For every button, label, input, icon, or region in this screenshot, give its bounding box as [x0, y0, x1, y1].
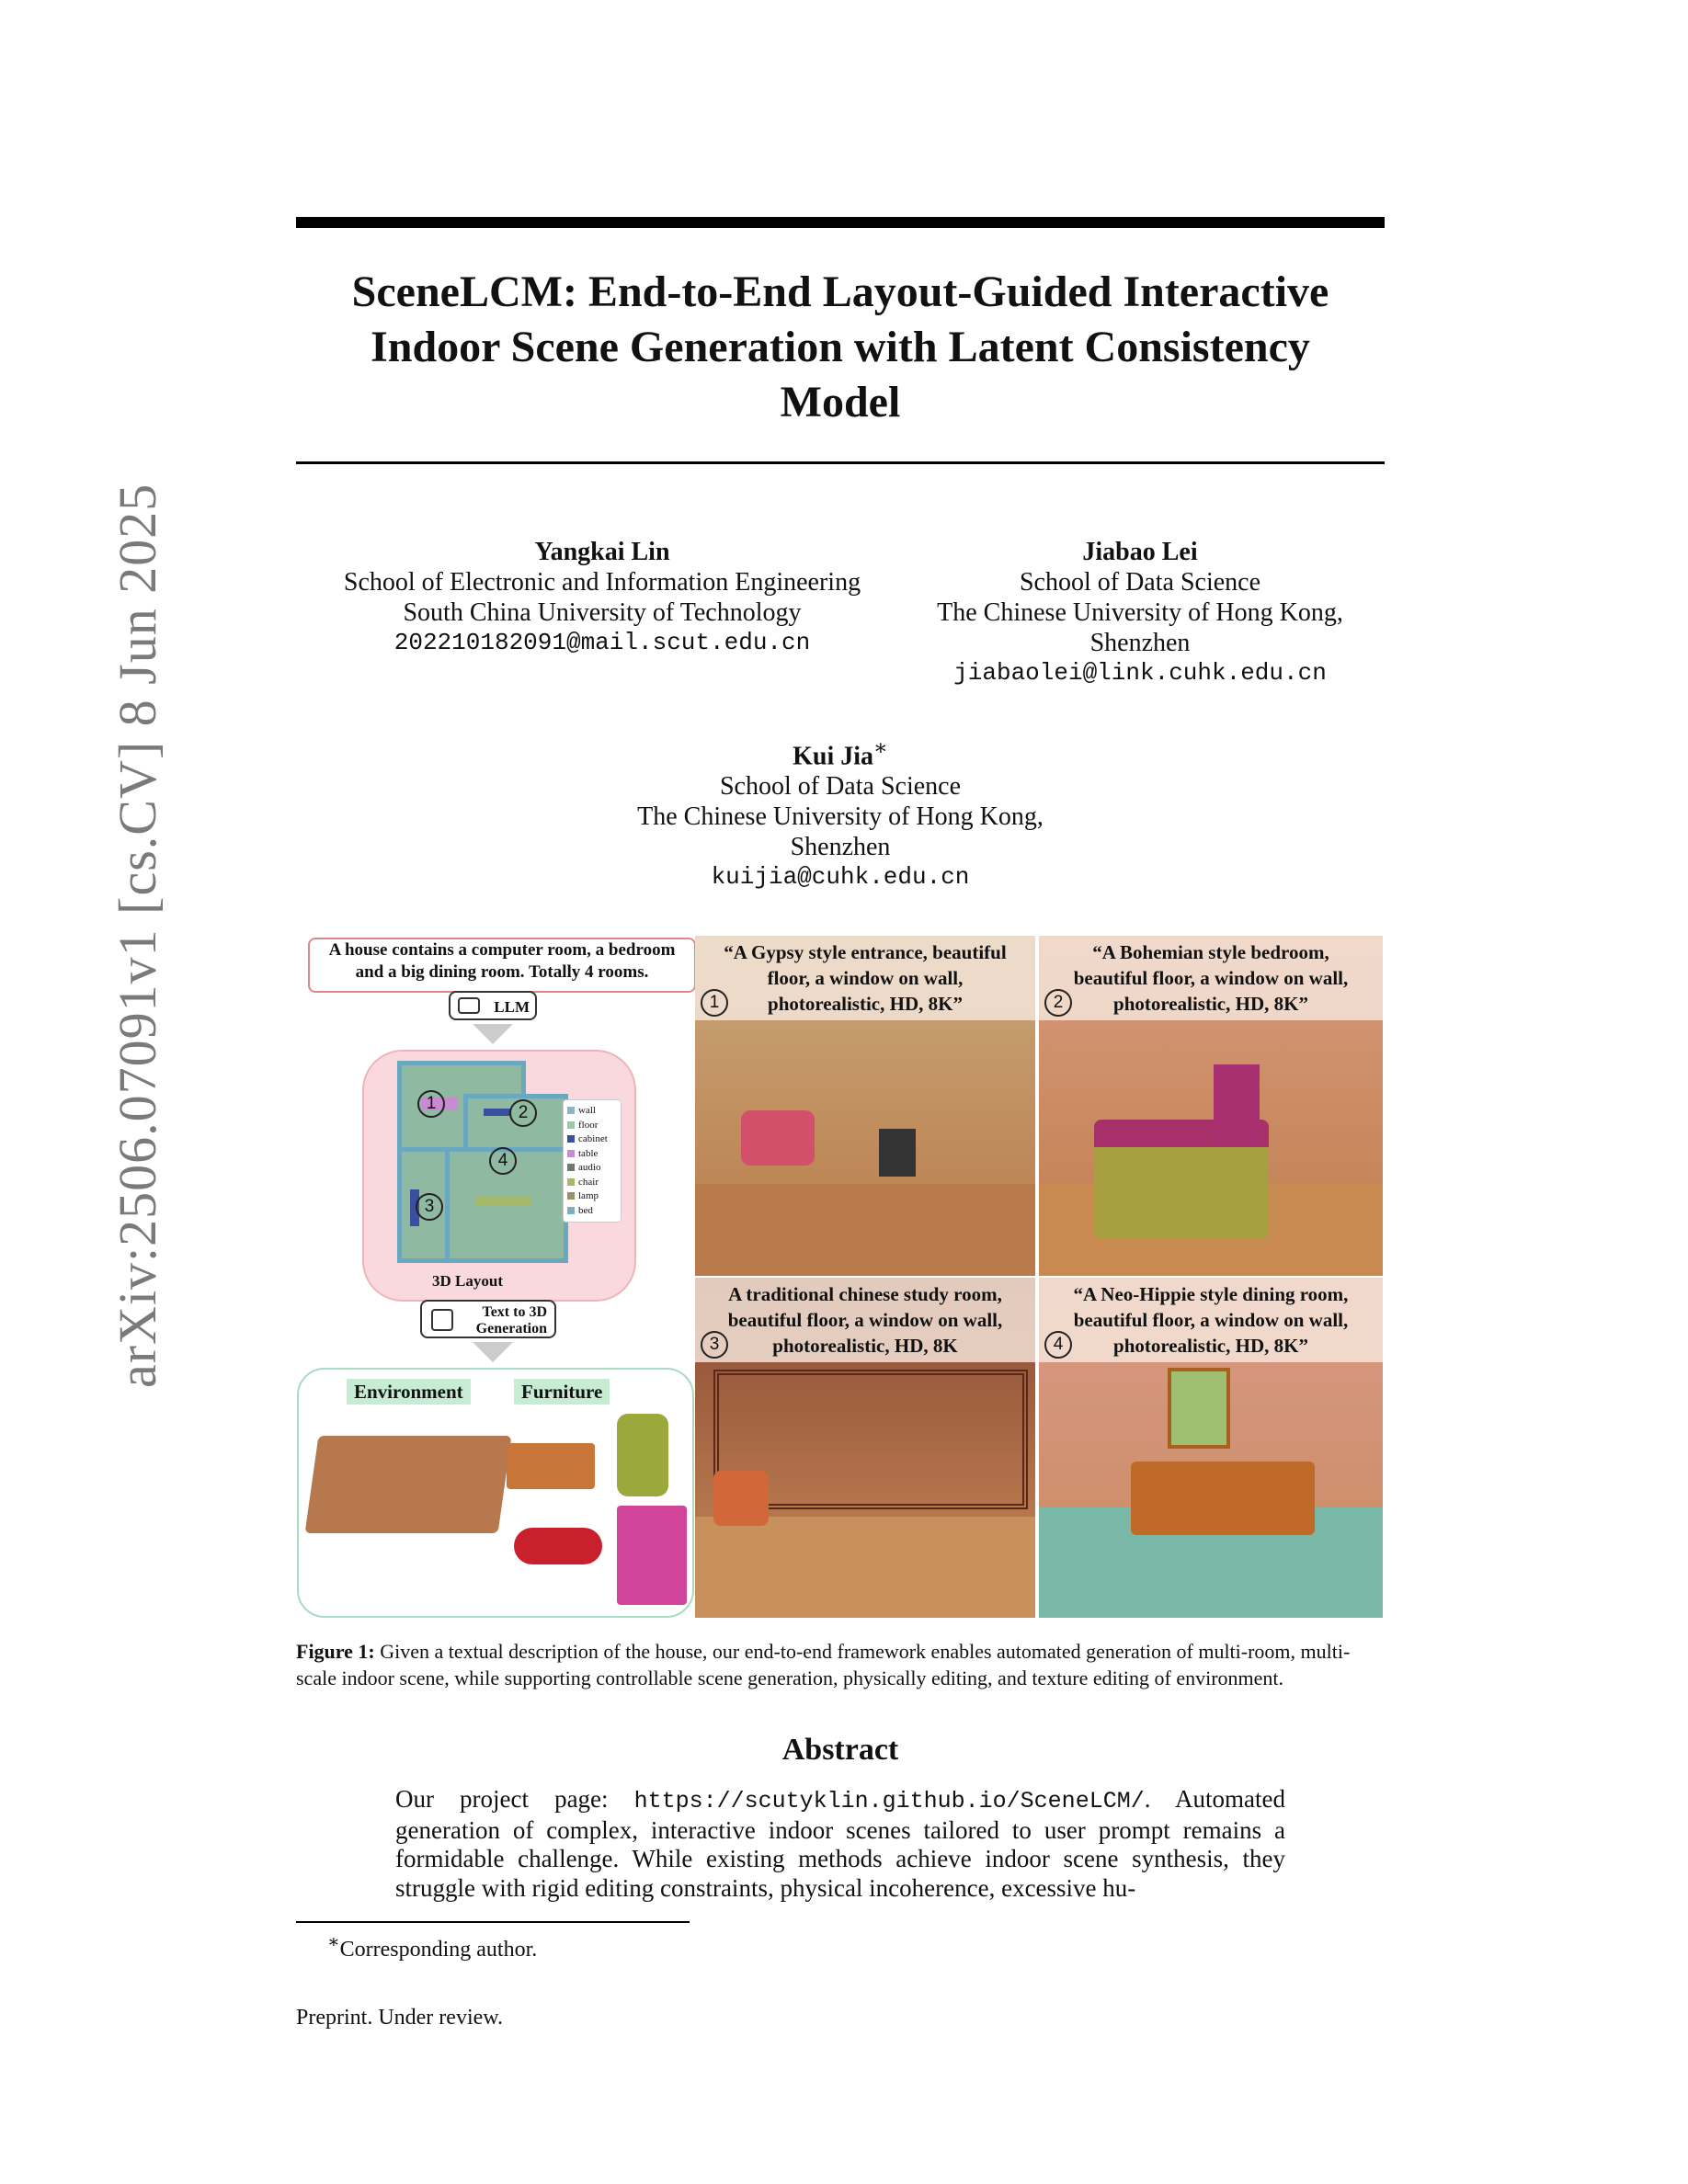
legend-swatch	[567, 1178, 575, 1186]
chair-render	[617, 1414, 668, 1496]
author-email[interactable]: jiabaolei@link.cuhk.edu.cn	[953, 659, 1327, 687]
project-page-link[interactable]: https://scutyklin.github.io/SceneLCM/	[633, 1788, 1145, 1814]
figure-caption-text: Given a textual description of the house, our end-to-end framework enables automated generation of multi-room, multi-scale indoor scene, while supporting controllable scene generation, physically editing, and texture editing of environment.	[296, 1640, 1351, 1689]
author-name: Kui Jia	[793, 742, 874, 771]
author-block-jia	[565, 734, 1116, 893]
llm-label: LLM	[494, 998, 530, 1016]
panel-number: 4	[1044, 1331, 1072, 1359]
prompt-box	[308, 938, 696, 993]
author-affiliation: School of Data Science	[719, 772, 962, 802]
author-affiliation: The Chinese University of Hong Kong,	[637, 802, 1044, 832]
figure-caption	[296, 1638, 1385, 1691]
author-name: Jiabao Lei	[1082, 538, 1198, 566]
footnote	[327, 1928, 537, 1963]
panel-caption	[1039, 936, 1383, 1020]
chair-shape	[476, 1197, 531, 1206]
prompt-line: and a big dining room. Totally 4 rooms.	[355, 962, 649, 982]
author-block-lin	[313, 537, 892, 658]
floor	[695, 1184, 1035, 1276]
figure-caption-label: Figure 1:	[296, 1640, 375, 1663]
abstract-heading: Abstract	[781, 1733, 899, 1767]
room-number-3: 3	[416, 1193, 443, 1221]
footnote-rule	[296, 1921, 690, 1923]
author-affiliation: The Chinese University of Hong Kong,	[937, 598, 1343, 627]
legend-swatch	[567, 1207, 575, 1214]
author-affiliation: South China University of Technology	[403, 598, 802, 627]
panel-number: 1	[701, 989, 728, 1017]
legend-swatch	[567, 1107, 575, 1114]
layout-legend	[563, 1099, 622, 1223]
legend-label: table	[578, 1147, 599, 1159]
legend-swatch	[567, 1135, 575, 1143]
caption-line: photorealistic, HD, 8K”	[1113, 1335, 1308, 1357]
caption-line: floor, a window on wall,	[767, 967, 964, 989]
footnote-marker: ∗	[327, 1932, 340, 1952]
legend-item	[567, 1176, 617, 1190]
legend-item	[567, 1119, 617, 1133]
author-email[interactable]: kuijia@cuhk.edu.cn	[711, 863, 970, 892]
caption-line: photorealistic, HD, 8K”	[768, 993, 963, 1015]
legend-label: wall	[578, 1105, 596, 1116]
author-email[interactable]: 202210182091@mail.scut.edu.cn	[393, 629, 811, 656]
caption-line: beautiful floor, a window on wall,	[1073, 967, 1349, 989]
caption-line: “A Neo-Hippie style dining room,	[1073, 1283, 1349, 1305]
caption-line: “A Bohemian style bedroom,	[1092, 941, 1329, 963]
panel-3-render	[695, 1278, 1035, 1618]
text-to-3d-label: Generation	[475, 1321, 547, 1337]
generator-icon	[431, 1309, 453, 1331]
legend-item	[567, 1204, 617, 1219]
caption-line: beautiful floor, a window on wall,	[1073, 1309, 1349, 1331]
furniture-tag: Furniture	[514, 1379, 610, 1405]
author-block-lei	[910, 537, 1370, 688]
wardrobe	[1214, 1064, 1260, 1147]
author-affiliation: School of Electronic and Information Engineering	[343, 568, 861, 597]
layout-label: 3D Layout	[432, 1272, 503, 1290]
arxiv-sidebar-id: arXiv:2506.07091v1 [cs.CV] 8 Jun 2025	[108, 483, 167, 1388]
title-top-rule	[296, 217, 1385, 228]
caption-line: beautiful floor, a window on wall,	[727, 1309, 1003, 1331]
legend-item	[567, 1189, 617, 1204]
abstract-prefix: Our project page:	[395, 1785, 634, 1813]
legend-swatch	[567, 1121, 575, 1129]
cabinet-shape	[484, 1109, 511, 1116]
assets-panel	[297, 1368, 694, 1618]
legend-item	[567, 1161, 617, 1176]
panel-number: 3	[701, 1331, 728, 1359]
environment-render	[305, 1436, 512, 1533]
legend-label: chair	[578, 1176, 599, 1188]
panel-caption	[695, 1278, 1035, 1362]
panel-4-render	[1039, 1278, 1383, 1618]
arrow-down-icon	[473, 1024, 513, 1044]
author-affiliation: Shenzhen	[1089, 629, 1191, 657]
car-render	[514, 1528, 602, 1564]
legend-swatch	[567, 1192, 575, 1200]
text-to-3d-box	[420, 1300, 556, 1338]
abstract-body	[395, 1785, 1285, 1903]
text-to-3d-label: Text to 3D	[482, 1304, 547, 1320]
room-number-2: 2	[509, 1099, 537, 1127]
tv	[879, 1129, 916, 1177]
llm-box	[449, 991, 537, 1020]
armchair	[713, 1471, 769, 1526]
title-line: SceneLCM: End-to-End Layout-Guided Interactive	[351, 267, 1329, 316]
legend-label: bed	[578, 1204, 593, 1216]
caption-line: photorealistic, HD, 8K”	[1113, 993, 1308, 1015]
panel-caption	[1039, 1278, 1383, 1362]
title-line: Indoor Scene Generation with Latent Consistency	[371, 323, 1310, 371]
dining-table	[1131, 1462, 1315, 1535]
legend-item	[567, 1147, 617, 1162]
legend-label: lamp	[578, 1190, 599, 1201]
wardrobe-render	[617, 1506, 687, 1605]
legend-swatch	[567, 1164, 575, 1171]
footnote-text: Corresponding author.	[339, 1938, 538, 1962]
prompt-line: A house contains a computer room, a bedroom	[328, 940, 676, 960]
arrow-down-icon	[473, 1342, 513, 1362]
title-line: Model	[780, 378, 901, 427]
room-number-1: 1	[417, 1090, 445, 1118]
caption-line: A traditional chinese study room,	[728, 1283, 1002, 1305]
caption-line: photorealistic, HD, 8K	[772, 1335, 958, 1357]
legend-item	[567, 1104, 617, 1119]
panel-2-render	[1039, 936, 1383, 1276]
panel-1-render	[695, 936, 1035, 1276]
legend-item	[567, 1132, 617, 1147]
panel-caption	[695, 936, 1035, 1020]
author-affiliation: School of Data Science	[1019, 568, 1261, 597]
legend-swatch	[567, 1150, 575, 1157]
robot-icon	[458, 997, 480, 1014]
environment-tag: Environment	[347, 1379, 471, 1405]
corresponding-marker: ∗	[873, 736, 888, 760]
room-number-4: 4	[489, 1147, 517, 1175]
author-affiliation: Shenzhen	[790, 833, 891, 862]
armchair	[741, 1110, 815, 1166]
preprint-notice: Preprint. Under review.	[296, 2006, 504, 2030]
caption-line: “A Gypsy style entrance, beautiful	[724, 941, 1007, 963]
floor	[695, 1517, 1035, 1618]
author-name: Yangkai Lin	[534, 538, 670, 566]
legend-label: audio	[578, 1162, 601, 1173]
legend-label: cabinet	[578, 1133, 608, 1144]
title-bottom-rule	[296, 461, 1385, 464]
panel-number: 2	[1044, 989, 1072, 1017]
legend-label: floor	[578, 1119, 599, 1131]
table-render	[507, 1443, 595, 1489]
abstract-text: . Automated generation of complex, interactive indoor scenes tailored to user prompt remains a formidable challenge. While existing methods achieve indoor scene synthesis, they struggle with rigid editing constraints, physical incoherence, excessive hu-	[395, 1785, 1285, 1902]
window	[1168, 1368, 1230, 1449]
paper-title	[296, 265, 1385, 430]
